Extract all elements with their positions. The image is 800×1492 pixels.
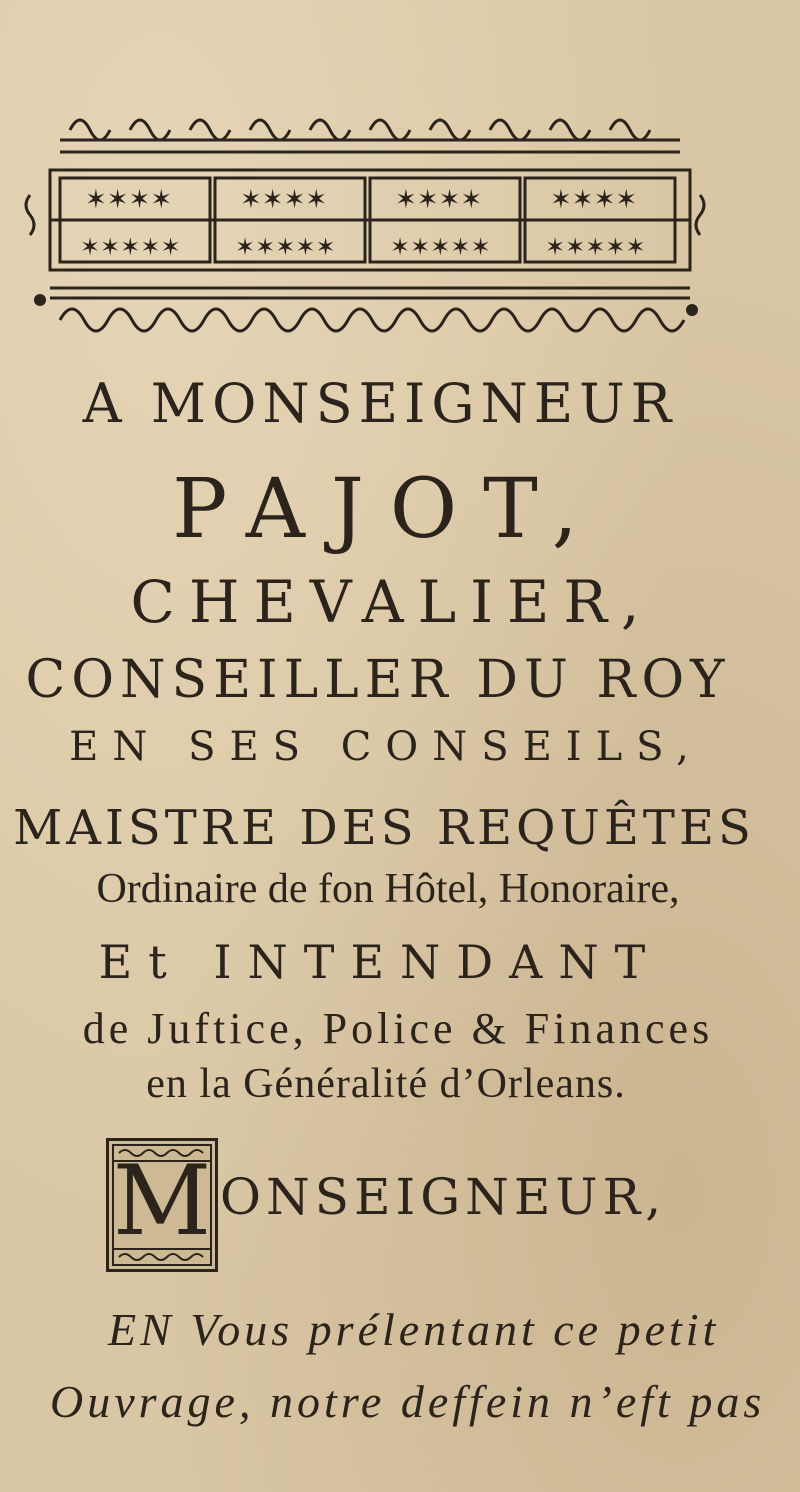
decorated-initial-frame-icon <box>106 1138 218 1272</box>
svg-text:✶✶✶✶: ✶✶✶✶ <box>85 185 173 215</box>
salutation-initial: M <box>112 1145 212 1257</box>
title-intendant: Et INTENDANT <box>98 935 662 989</box>
dedicatee-name: PAJOT, <box>172 462 604 557</box>
floral-headpiece-ornament-icon <box>20 100 710 340</box>
svg-text:✶✶✶✶✶: ✶✶✶✶✶ <box>235 233 336 261</box>
svg-text:✶✶✶✶: ✶✶✶✶ <box>240 185 328 215</box>
svg-text:✶✶✶✶: ✶✶✶✶ <box>395 185 483 215</box>
title-justice: de Juftice, Police & Finances <box>82 1004 714 1053</box>
svg-text:✶✶✶✶✶: ✶✶✶✶✶ <box>545 233 646 261</box>
title-en-ses-conseils: EN SES CONSEILS, <box>69 724 703 770</box>
title-generalite: en la Généralité d’Orleans. <box>146 1061 626 1107</box>
dedication-heading: A MONSEIGNEUR <box>82 372 678 435</box>
body-line-2: Ouvrage, notre deffein n’eft pas <box>50 1376 766 1427</box>
svg-text:✶✶✶✶✶: ✶✶✶✶✶ <box>390 233 491 261</box>
title-conseiller: CONSEILLER DU ROY <box>25 650 731 710</box>
salutation-text: ONSEIGNEUR, <box>220 1168 667 1226</box>
svg-text:✶✶✶✶✶: ✶✶✶✶✶ <box>80 233 181 261</box>
title-chevalier: CHEVALIER, <box>130 568 654 636</box>
title-ordinaire: Ordinaire de fon Hôtel, Honoraire, <box>96 866 680 912</box>
svg-text:✶✶✶✶: ✶✶✶✶ <box>550 185 638 215</box>
body-line-1: EN Vous prélentant ce petit <box>108 1304 720 1355</box>
title-maistre: MAISTRE DES REQUÊTES <box>13 800 755 856</box>
